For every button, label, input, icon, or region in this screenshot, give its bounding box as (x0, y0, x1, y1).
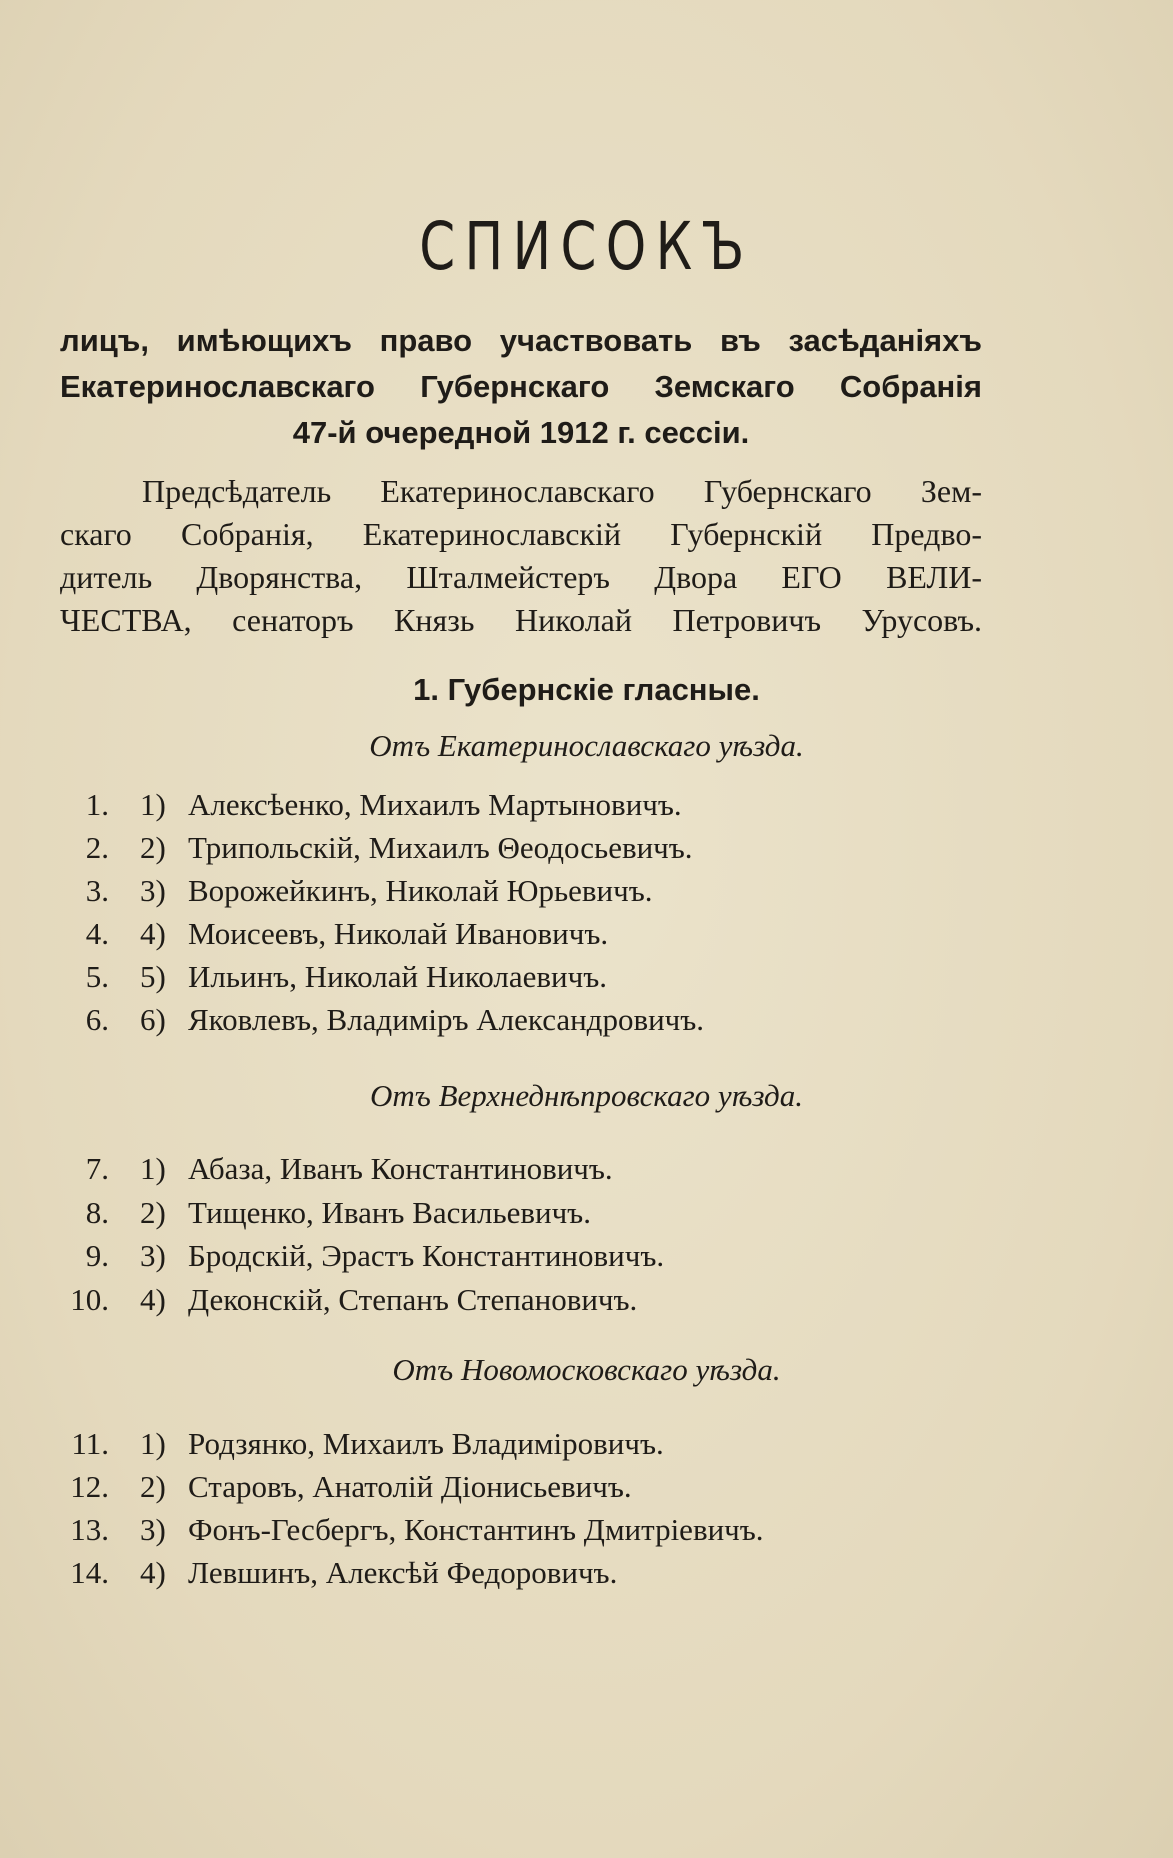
entry-subnumber: 4) (140, 916, 166, 951)
page-title: СПИСОКЪ (419, 208, 754, 285)
section-title: 1. Губернскіе гласные. (413, 672, 760, 707)
list-item (0, 998, 1173, 1042)
entry-subnumber: 1) (140, 1151, 166, 1186)
entry-name: Моисеевъ, Николай Ивановичъ. (188, 916, 609, 951)
chairman-line: дитель Дворянства, Шталмейстеръ Двора ЕГО ВЕЛИ- (60, 559, 982, 595)
chairman-paragraph (60, 470, 982, 642)
chairman-line: скаго Собранія, Екатеринославскій Губернскій Предво- (60, 516, 982, 552)
list-item (0, 1278, 1173, 1322)
district-heading: Отъ Новомосковскаго уѣзда. (392, 1352, 781, 1387)
entry-name: Ворожейкинъ, Николай Юрьевичъ. (188, 873, 653, 908)
entry-number: 11. (71, 1426, 109, 1461)
entry-subnumber: 1) (140, 787, 166, 822)
entry-number: 1. (85, 787, 109, 822)
entry-number: 5. (85, 959, 109, 994)
entry-subnumber: 3) (140, 1512, 166, 1547)
list-item (0, 1508, 1173, 1552)
list-item (0, 783, 1173, 827)
entry-name: Тищенко, Иванъ Васильевичъ. (188, 1195, 591, 1230)
entry-number: 10. (70, 1282, 109, 1317)
entry-name: Яковлевъ, Владиміръ Александровичъ. (188, 1002, 705, 1037)
entry-name: Фонъ-Гесбергъ, Константинъ Дмитріевичъ. (188, 1512, 764, 1547)
list-item (0, 1465, 1173, 1509)
entry-name: Ильинъ, Николай Николаевичъ. (188, 959, 607, 994)
district-heading: Отъ Екатеринославскаго уѣзда. (369, 728, 804, 763)
entry-subnumber: 2) (140, 830, 166, 865)
entry-number: 4. (85, 916, 109, 951)
list-item (0, 826, 1173, 870)
district-heading: Отъ Верхнеднѣпровскаго уѣзда. (370, 1078, 803, 1113)
entry-number: 8. (85, 1195, 109, 1230)
entry-number: 2. (85, 830, 109, 865)
list-item (0, 869, 1173, 913)
entry-subnumber: 5) (140, 959, 166, 994)
entry-name: Бродскій, Эрастъ Константиновичъ. (188, 1238, 665, 1273)
entry-name: Левшинъ, Алексѣй Федоровичъ. (188, 1555, 618, 1590)
entry-name: Старовъ, Анатолій Діонисьевичъ. (188, 1469, 632, 1504)
list-item (0, 912, 1173, 956)
list-item (0, 1422, 1173, 1466)
list-item (0, 1191, 1173, 1235)
subtitle-line: 47-й очередной 1912 г. сессіи. (292, 415, 750, 450)
subtitle-line: Екатеринославскаго Губернскаго Земскаго Собранія (60, 369, 982, 404)
entry-subnumber: 2) (140, 1469, 166, 1504)
entry-subnumber: 6) (140, 1002, 166, 1037)
entry-subnumber: 3) (140, 1238, 166, 1273)
entry-subnumber: 4) (140, 1282, 166, 1317)
entry-number: 14. (70, 1555, 109, 1590)
entry-subnumber: 4) (140, 1555, 166, 1590)
entry-number: 6. (85, 1002, 109, 1037)
entry-subnumber: 1) (140, 1426, 166, 1461)
entry-name: Деконскій, Степанъ Степановичъ. (188, 1282, 638, 1317)
entry-name: Абаза, Иванъ Константиновичъ. (188, 1151, 613, 1186)
entry-name: Родзянко, Михаилъ Владиміровичъ. (188, 1426, 664, 1461)
entry-number: 3. (85, 873, 109, 908)
entry-number: 7. (85, 1151, 109, 1186)
entry-name: Алексѣенко, Михаилъ Мартыновичъ. (188, 787, 682, 822)
entry-number: 12. (70, 1469, 109, 1504)
entry-number: 13. (70, 1512, 109, 1547)
list-item (0, 1551, 1173, 1595)
list-item (0, 1147, 1173, 1191)
entry-subnumber: 2) (140, 1195, 166, 1230)
entry-subnumber: 3) (140, 873, 166, 908)
entry-number: 9. (85, 1238, 109, 1273)
chairman-line: Предсѣдатель Екатеринославскаго Губернскаго Зем- (142, 473, 982, 509)
list-item (0, 955, 1173, 999)
entry-name: Трипольскій, Михаилъ Θеодосьевичъ. (188, 830, 693, 865)
list-item (0, 1234, 1173, 1278)
subtitle (60, 318, 982, 456)
chairman-line: ЧЕСТВА, сенаторъ Князь Николай Петровичъ Урусовъ. (60, 602, 982, 638)
subtitle-line: лицъ, имѣющихъ право участвовать въ засѣданіяхъ (60, 323, 982, 358)
